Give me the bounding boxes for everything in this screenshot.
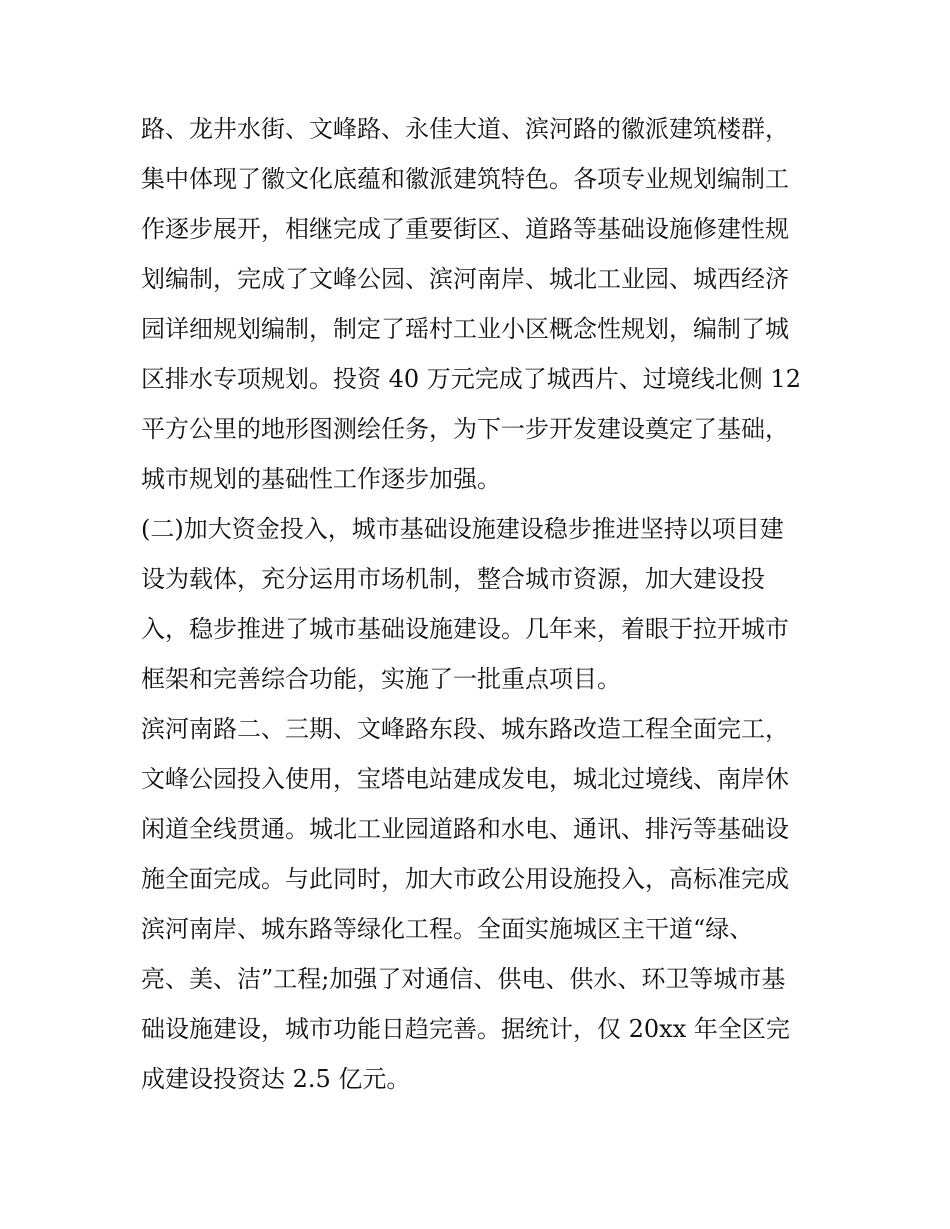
text-line: 作逐步展开，相继完成了重要街区、道路等基础设施修建性规 <box>141 215 789 243</box>
text-line: 成建设投资达 2.5 亿元。 <box>141 1065 411 1093</box>
text-line: 园详细规划编制，制定了瑶村工业小区概念性规划，编制了城 <box>141 315 789 343</box>
text-line: 集中体现了徽文化底蕴和徽派建筑特色。各项专业规划编制工 <box>141 165 789 193</box>
text-line: 平方公里的地形图测绘任务，为下一步开发建设奠定了基础， <box>141 415 789 443</box>
text-line: (二)加大资金投入，城市基础设施建设稳步推进坚持以项目建 <box>141 515 784 543</box>
text-line: 设为载体，充分运用市场机制，整合城市资源，加大建设投 <box>141 565 765 593</box>
text-line: 框架和完善综合功能，实施了一批重点项目。 <box>141 665 621 693</box>
text-line: 亮、美、洁”工程;加强了对通信、供电、供水、环卫等城市基 <box>141 965 786 993</box>
text-line: 施全面完成。与此同时，加大市政公用设施投入，高标准完成 <box>141 865 789 893</box>
text-line: 文峰公园投入使用，宝塔电站建成发电，城北过境线、南岸休 <box>141 765 789 793</box>
text-line: 路、龙井水街、文峰路、永佳大道、滨河路的徽派建筑楼群， <box>141 115 789 143</box>
text-line: 滨河南岸、城东路等绿化工程。全面实施城区主干道“绿、 <box>141 915 754 943</box>
text-line: 入，稳步推进了城市基础设施建设。几年来，着眼于拉开城市 <box>141 615 789 643</box>
text-line: 闲道全线贯通。城北工业园道路和水电、通讯、排污等基础设 <box>141 815 789 843</box>
text-line: 划编制，完成了文峰公园、滨河南岸、城北工业园、城西经济 <box>141 265 789 293</box>
text-line: 城市规划的基础性工作逐步加强。 <box>141 465 501 493</box>
text-line: 础设施建设，城市功能日趋完善。据统计，仅 20xx 年全区完 <box>141 1015 790 1043</box>
text-line: 区排水专项规划。投资 40 万元完成了城西片、过境线北侧 12 <box>141 365 801 393</box>
body-text <box>141 104 821 1104</box>
text-line: 滨河南路二、三期、文峰路东段、城东路改造工程全面完工， <box>141 715 789 743</box>
